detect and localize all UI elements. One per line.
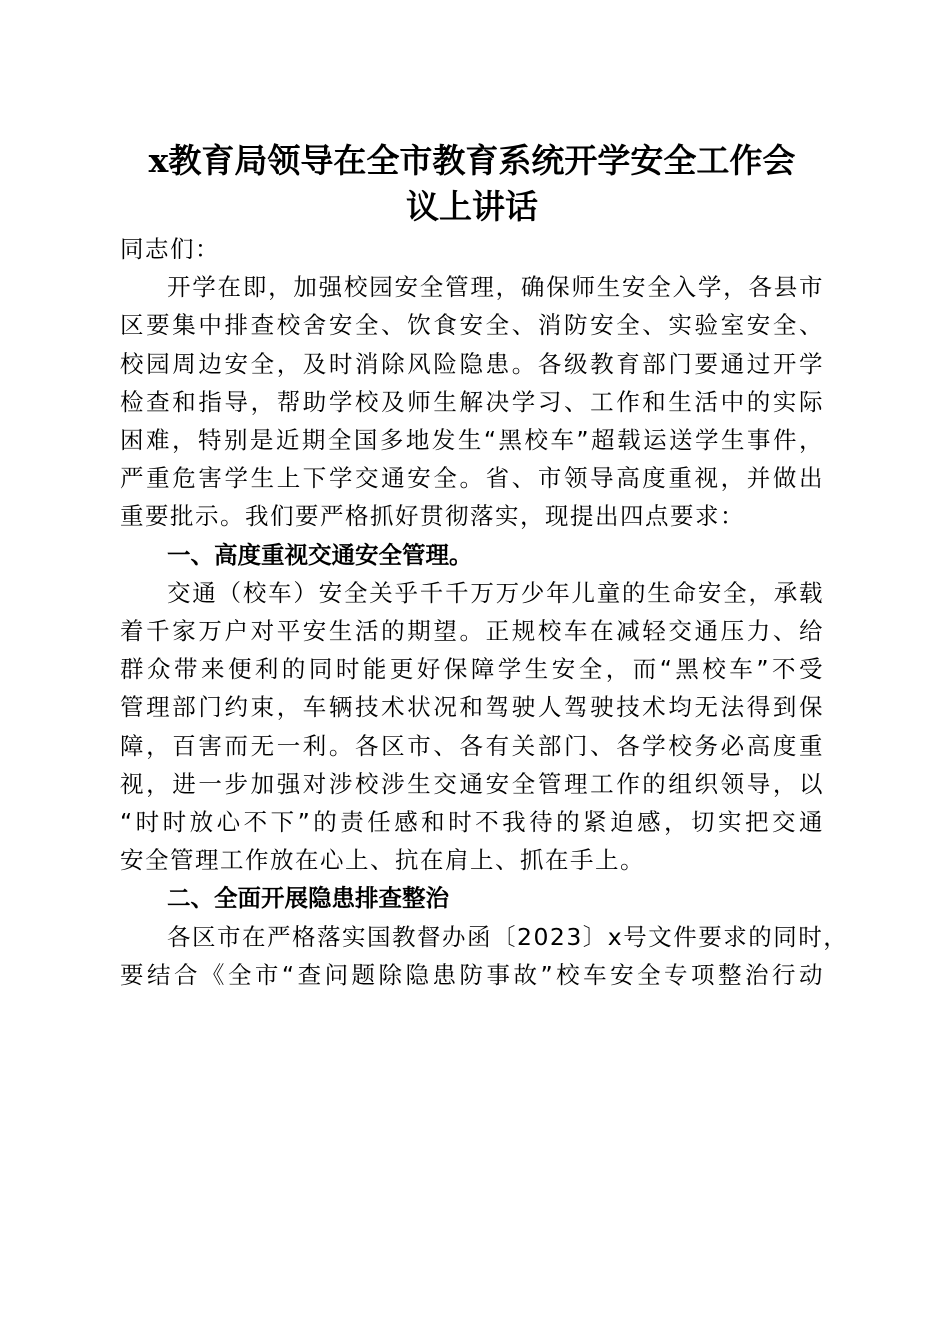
section-2-heading: 二、全面开展隐患排查整治 bbox=[167, 884, 449, 913]
salutation: 同志们： bbox=[120, 235, 220, 263]
text-line: 困难，特别是近期全国多地发生“黑校车”超载运送学生事件， bbox=[120, 426, 824, 455]
text-line: 严重危害学生上下学交通安全。省、市领导高度重视，并做出 bbox=[120, 464, 824, 493]
text-line: “时时放心不下”的责任感和时不我待的紧迫感，切实把交通 bbox=[120, 808, 824, 837]
document-page bbox=[120, 138, 849, 994]
section-2-paragraph bbox=[120, 918, 849, 994]
text-line: 检查和指导，帮助学校及师生解决学习、工作和生活中的实际 bbox=[120, 387, 824, 416]
text-line: 视，进一步加强对涉校涉生交通安全管理工作的组织领导，以 bbox=[120, 769, 824, 798]
text-line: 重要批示。我们要严格抓好贯彻落实，现提出四点要求： bbox=[120, 502, 745, 531]
text-line: 各区市在严格落实国教督办函〔2023〕x号文件要求的同时， bbox=[167, 922, 849, 951]
intro-paragraph bbox=[120, 268, 824, 535]
text-line: 障，百害而无一利。各区市、各有关部门、各学校务必高度重 bbox=[120, 731, 824, 760]
text-line: 开学在即，加强校园安全管理，确保师生安全入学，各县市 bbox=[167, 273, 824, 302]
title-line-2: 议上讲话 bbox=[406, 187, 538, 226]
text-line: 交通（校车）安全关乎千千万万少年儿童的生命安全，承载 bbox=[167, 578, 824, 607]
text-line: 群众带来便利的同时能更好保障学生安全，而“黑校车”不受 bbox=[120, 655, 824, 684]
text-line: 安全管理工作放在心上、抗在肩上、抓在手上。 bbox=[120, 846, 645, 875]
title-line-1: x教育局领导在全市教育系统开学安全工作会 bbox=[148, 141, 796, 180]
text-line: 着千家万户对平安生活的期望。正规校车在减轻交通压力、给 bbox=[120, 617, 824, 646]
text-line: 校园周边安全，及时消除风险隐患。各级教育部门要通过开学 bbox=[120, 349, 824, 378]
section-1-paragraph bbox=[120, 574, 824, 880]
section-1-heading: 一、高度重视交通安全管理。 bbox=[167, 540, 473, 569]
text-line: 管理部门约束，车辆技术状况和驾驶人驾驶技术均无法得到保 bbox=[120, 693, 824, 722]
text-line: 区要集中排查校舍安全、饮食安全、消防安全、实验室安全、 bbox=[120, 311, 824, 340]
document-title bbox=[106, 138, 838, 230]
text-line: 要结合《全市“查问题除隐患防事故”校车安全专项整治行动 bbox=[120, 960, 824, 989]
